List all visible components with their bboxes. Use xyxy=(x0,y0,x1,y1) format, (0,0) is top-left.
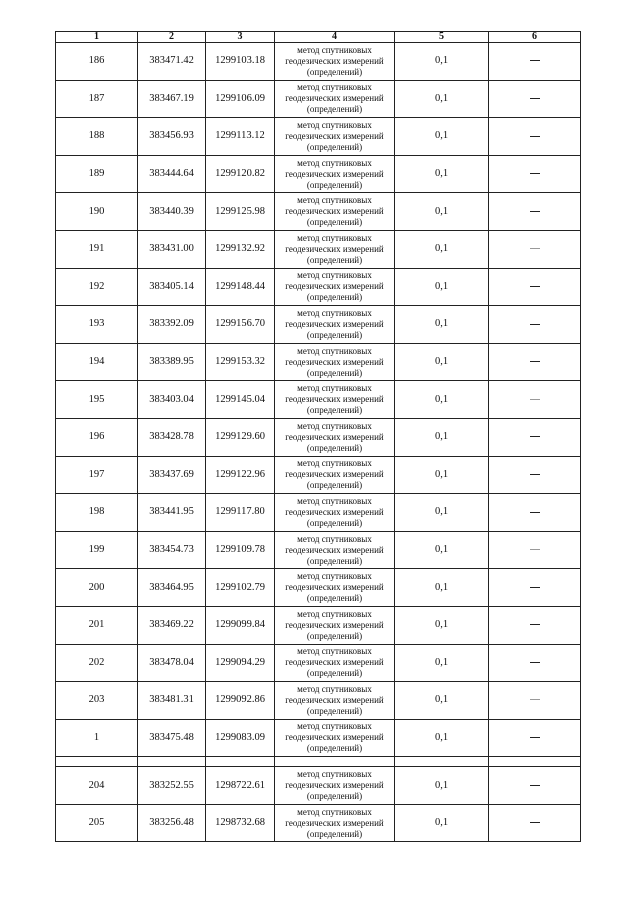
description-cell xyxy=(489,494,581,532)
description-cell xyxy=(489,569,581,607)
point-number-cell: 205 xyxy=(56,804,138,842)
point-number-cell: 197 xyxy=(56,456,138,494)
method-cell: метод спутниковых геодезических измерений (определений) xyxy=(275,456,395,494)
y-coordinate-cell: 1298722.61 xyxy=(206,767,275,805)
y-coordinate-cell: 1299103.18 xyxy=(206,43,275,81)
y-coordinate-cell: 1299120.82 xyxy=(206,155,275,193)
x-coordinate-cell: 383456.93 xyxy=(138,118,206,156)
dash-mark xyxy=(530,286,540,287)
x-coordinate-cell: 383467.19 xyxy=(138,80,206,118)
accuracy-cell: 0,1 xyxy=(395,343,489,381)
table-row xyxy=(56,682,581,720)
table-row xyxy=(56,193,581,231)
dash-mark xyxy=(530,324,540,325)
point-number-cell: 194 xyxy=(56,343,138,381)
x-coordinate-cell: 383481.31 xyxy=(138,682,206,720)
point-number-cell: 199 xyxy=(56,531,138,569)
method-cell: метод спутниковых геодезических измерений (определений) xyxy=(275,230,395,268)
method-cell: метод спутниковых геодезических измерений (определений) xyxy=(275,118,395,156)
point-number-cell: 203 xyxy=(56,682,138,720)
dash-mark xyxy=(530,822,540,823)
x-coordinate-cell: 383437.69 xyxy=(138,456,206,494)
accuracy-cell: 0,1 xyxy=(395,494,489,532)
y-coordinate-cell: 1299129.60 xyxy=(206,418,275,456)
point-number-cell: 190 xyxy=(56,193,138,231)
x-coordinate-cell: 383471.42 xyxy=(138,43,206,81)
method-cell: метод спутниковых геодезических измерений (определений) xyxy=(275,343,395,381)
x-coordinate-cell: 383475.48 xyxy=(138,719,206,757)
y-coordinate-cell: 1299153.32 xyxy=(206,343,275,381)
point-number-cell: 192 xyxy=(56,268,138,306)
method-cell: метод спутниковых геодезических измерений (определений) xyxy=(275,306,395,344)
point-number-cell: 204 xyxy=(56,767,138,805)
accuracy-cell: 0,1 xyxy=(395,606,489,644)
description-cell xyxy=(489,682,581,720)
method-cell: метод спутниковых геодезических измерений (определений) xyxy=(275,80,395,118)
dash-mark xyxy=(530,173,540,174)
y-coordinate-cell: 1299156.70 xyxy=(206,306,275,344)
description-cell xyxy=(489,606,581,644)
y-coordinate-cell: 1299099.84 xyxy=(206,606,275,644)
dash-mark xyxy=(530,136,540,137)
point-number-cell: 187 xyxy=(56,80,138,118)
accuracy-cell: 0,1 xyxy=(395,418,489,456)
y-coordinate-cell: 1299132.92 xyxy=(206,230,275,268)
table-row xyxy=(56,719,581,757)
description-cell xyxy=(489,381,581,419)
point-number-cell: 1 xyxy=(56,719,138,757)
table-row xyxy=(56,268,581,306)
accuracy-cell: 0,1 xyxy=(395,682,489,720)
accuracy-cell: 0,1 xyxy=(395,80,489,118)
column-header-6: 6 xyxy=(489,32,581,43)
accuracy-cell: 0,1 xyxy=(395,767,489,805)
table-row xyxy=(56,804,581,842)
empty-cell xyxy=(489,757,581,767)
point-number-cell: 195 xyxy=(56,381,138,419)
table-row xyxy=(56,569,581,607)
description-cell xyxy=(489,804,581,842)
accuracy-cell: 0,1 xyxy=(395,644,489,682)
table-row xyxy=(56,644,581,682)
description-cell xyxy=(489,80,581,118)
description-cell xyxy=(489,719,581,757)
dash-mark xyxy=(530,624,540,625)
point-number-cell: 201 xyxy=(56,606,138,644)
description-cell xyxy=(489,767,581,805)
dash-mark xyxy=(530,785,540,786)
header-row xyxy=(56,32,581,43)
x-coordinate-cell: 383256.48 xyxy=(138,804,206,842)
method-cell: метод спутниковых геодезических измерений (определений) xyxy=(275,719,395,757)
x-coordinate-cell: 383440.39 xyxy=(138,193,206,231)
column-header-4: 4 xyxy=(275,32,395,43)
accuracy-cell: 0,1 xyxy=(395,43,489,81)
description-cell xyxy=(489,306,581,344)
accuracy-cell: 0,1 xyxy=(395,230,489,268)
table-row xyxy=(56,343,581,381)
y-coordinate-cell: 1299109.78 xyxy=(206,531,275,569)
table-row xyxy=(56,531,581,569)
x-coordinate-cell: 383252.55 xyxy=(138,767,206,805)
empty-cell xyxy=(56,757,138,767)
y-coordinate-cell: 1299117.80 xyxy=(206,494,275,532)
x-coordinate-cell: 383392.09 xyxy=(138,306,206,344)
table-row xyxy=(56,606,581,644)
accuracy-cell: 0,1 xyxy=(395,456,489,494)
x-coordinate-cell: 383469.22 xyxy=(138,606,206,644)
table-row xyxy=(56,306,581,344)
empty-cell xyxy=(395,757,489,767)
dash-mark xyxy=(530,98,540,99)
table-row xyxy=(56,118,581,156)
dash-mark xyxy=(530,587,540,588)
point-number-cell: 202 xyxy=(56,644,138,682)
point-number-cell: 189 xyxy=(56,155,138,193)
point-number-cell: 196 xyxy=(56,418,138,456)
method-cell: метод спутниковых геодезических измерений (определений) xyxy=(275,606,395,644)
dash-mark xyxy=(530,248,540,249)
table-row xyxy=(56,43,581,81)
method-cell: метод спутниковых геодезических измерений (определений) xyxy=(275,43,395,81)
table-row xyxy=(56,456,581,494)
description-cell xyxy=(489,118,581,156)
method-cell: метод спутниковых геодезических измерений (определений) xyxy=(275,804,395,842)
y-coordinate-cell: 1299122.96 xyxy=(206,456,275,494)
point-number-cell: 186 xyxy=(56,43,138,81)
table-row xyxy=(56,767,581,805)
dash-mark xyxy=(530,662,540,663)
dash-mark xyxy=(530,549,540,550)
y-coordinate-cell: 1299092.86 xyxy=(206,682,275,720)
table-row xyxy=(56,80,581,118)
x-coordinate-cell: 383441.95 xyxy=(138,494,206,532)
description-cell xyxy=(489,343,581,381)
empty-cell xyxy=(138,757,206,767)
x-coordinate-cell: 383444.64 xyxy=(138,155,206,193)
description-cell xyxy=(489,268,581,306)
accuracy-cell: 0,1 xyxy=(395,155,489,193)
y-coordinate-cell: 1299113.12 xyxy=(206,118,275,156)
table-row xyxy=(56,418,581,456)
y-coordinate-cell: 1299094.29 xyxy=(206,644,275,682)
description-cell xyxy=(489,456,581,494)
column-header-1: 1 xyxy=(56,32,138,43)
x-coordinate-cell: 383431.00 xyxy=(138,230,206,268)
x-coordinate-cell: 383464.95 xyxy=(138,569,206,607)
x-coordinate-cell: 383389.95 xyxy=(138,343,206,381)
dash-mark xyxy=(530,60,540,61)
point-number-cell: 188 xyxy=(56,118,138,156)
x-coordinate-cell: 383454.73 xyxy=(138,531,206,569)
accuracy-cell: 0,1 xyxy=(395,531,489,569)
accuracy-cell: 0,1 xyxy=(395,719,489,757)
empty-cell xyxy=(206,757,275,767)
point-number-cell: 200 xyxy=(56,569,138,607)
method-cell: метод спутниковых геодезических измерений (определений) xyxy=(275,193,395,231)
description-cell xyxy=(489,155,581,193)
description-cell xyxy=(489,193,581,231)
coordinates-table xyxy=(55,31,581,842)
description-cell xyxy=(489,418,581,456)
method-cell: метод спутниковых геодезических измерений (определений) xyxy=(275,381,395,419)
x-coordinate-cell: 383405.14 xyxy=(138,268,206,306)
table-row xyxy=(56,381,581,419)
description-cell xyxy=(489,531,581,569)
method-cell: метод спутниковых геодезических измерений (определений) xyxy=(275,569,395,607)
dash-mark xyxy=(530,474,540,475)
empty-cell xyxy=(275,757,395,767)
description-cell xyxy=(489,43,581,81)
dash-mark xyxy=(530,436,540,437)
dash-mark xyxy=(530,699,540,700)
point-number-cell: 191 xyxy=(56,230,138,268)
column-header-5: 5 xyxy=(395,32,489,43)
y-coordinate-cell: 1299125.98 xyxy=(206,193,275,231)
point-number-cell: 193 xyxy=(56,306,138,344)
method-cell: метод спутниковых геодезических измерений (определений) xyxy=(275,644,395,682)
description-cell xyxy=(489,230,581,268)
dash-mark xyxy=(530,512,540,513)
method-cell: метод спутниковых геодезических измерений (определений) xyxy=(275,268,395,306)
accuracy-cell: 0,1 xyxy=(395,381,489,419)
table-row xyxy=(56,155,581,193)
method-cell: метод спутниковых геодезических измерений (определений) xyxy=(275,682,395,720)
method-cell: метод спутниковых геодезических измерений (определений) xyxy=(275,494,395,532)
table-row-spacer xyxy=(56,757,581,767)
y-coordinate-cell: 1299106.09 xyxy=(206,80,275,118)
y-coordinate-cell: 1299145.04 xyxy=(206,381,275,419)
table-row xyxy=(56,230,581,268)
accuracy-cell: 0,1 xyxy=(395,569,489,607)
accuracy-cell: 0,1 xyxy=(395,804,489,842)
point-number-cell: 198 xyxy=(56,494,138,532)
accuracy-cell: 0,1 xyxy=(395,306,489,344)
dash-mark xyxy=(530,399,540,400)
x-coordinate-cell: 383403.04 xyxy=(138,381,206,419)
accuracy-cell: 0,1 xyxy=(395,118,489,156)
y-coordinate-cell: 1298732.68 xyxy=(206,804,275,842)
y-coordinate-cell: 1299083.09 xyxy=(206,719,275,757)
accuracy-cell: 0,1 xyxy=(395,268,489,306)
y-coordinate-cell: 1299148.44 xyxy=(206,268,275,306)
description-cell xyxy=(489,644,581,682)
dash-mark xyxy=(530,737,540,738)
table-body xyxy=(56,43,581,842)
x-coordinate-cell: 383478.04 xyxy=(138,644,206,682)
accuracy-cell: 0,1 xyxy=(395,193,489,231)
method-cell: метод спутниковых геодезических измерений (определений) xyxy=(275,531,395,569)
dash-mark xyxy=(530,361,540,362)
x-coordinate-cell: 383428.78 xyxy=(138,418,206,456)
y-coordinate-cell: 1299102.79 xyxy=(206,569,275,607)
column-header-3: 3 xyxy=(206,32,275,43)
method-cell: метод спутниковых геодезических измерений (определений) xyxy=(275,767,395,805)
method-cell: метод спутниковых геодезических измерений (определений) xyxy=(275,155,395,193)
table-row xyxy=(56,494,581,532)
column-header-2: 2 xyxy=(138,32,206,43)
method-cell: метод спутниковых геодезических измерений (определений) xyxy=(275,418,395,456)
dash-mark xyxy=(530,211,540,212)
